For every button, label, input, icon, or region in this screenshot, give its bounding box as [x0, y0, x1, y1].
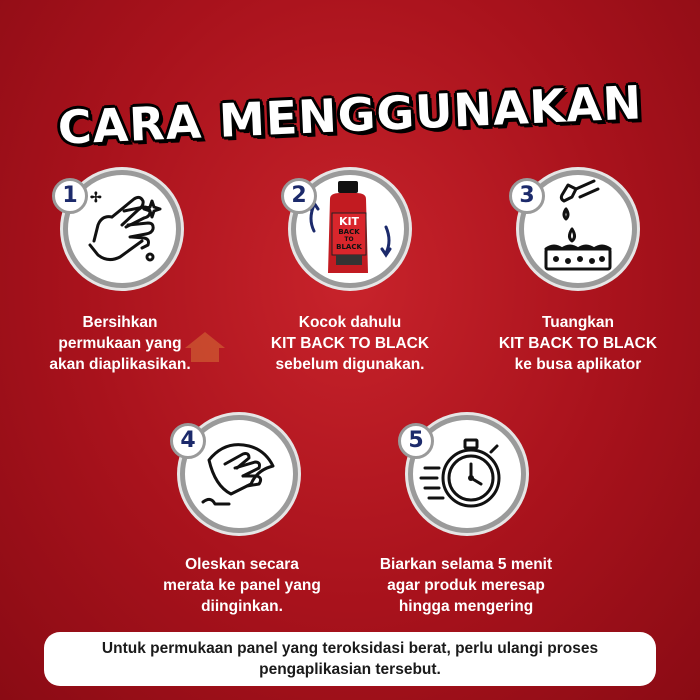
step-1-caption-line-2: permukaan yang	[58, 335, 182, 352]
step-5-caption-line-2: agar produk meresap	[387, 577, 545, 594]
step-3-caption-line-2: KIT BACK TO BLACK	[498, 335, 658, 352]
step-3-number-badge: 3	[509, 178, 545, 214]
step-3-caption-line-3: ke busa aplikator	[514, 356, 642, 373]
page-title: CARA MENGGUNAKAN	[56, 75, 644, 155]
note-line-1: Untuk permukaan panel yang teroksidasi berat, perlu ulangi proses	[101, 640, 599, 657]
step-5-caption-line-1: Biarkan selama 5 menit	[379, 556, 553, 573]
bottle-label-to: TO	[344, 236, 354, 243]
step-2-caption-line-2: KIT BACK TO BLACK	[270, 335, 430, 352]
sparkle-icon: ✢	[90, 189, 102, 205]
note-line-2: pengaplikasian tersebut.	[259, 661, 441, 678]
bottle-label-black: BLACK	[336, 243, 362, 251]
step-5-caption-line-3: hingga mengering	[398, 598, 534, 615]
step-1-number-badge: 1	[52, 178, 88, 214]
step-2-number-badge: 2	[281, 178, 317, 214]
bottle-label-back: BACK	[338, 228, 360, 236]
step-3-caption-line-1: Tuangkan	[541, 314, 615, 331]
step-5-caption	[356, 554, 576, 617]
house-logo-icon	[175, 326, 235, 366]
step-5-number-badge: 5	[398, 423, 434, 459]
bottle-label-kit: KIT	[338, 215, 360, 228]
step-1-caption-line-1: Bersihkan	[82, 314, 158, 331]
step-4-number-badge: 4	[170, 423, 206, 459]
note-banner	[44, 632, 656, 686]
step-2-caption-line-3: sebelum digunakan.	[275, 356, 425, 373]
step-4-caption-line-1: Oleskan secara	[185, 556, 299, 573]
step-4-caption-line-3: diinginkan.	[201, 598, 283, 615]
step-4-caption-line-2: merata ke panel yang	[163, 577, 321, 594]
watermark-logo	[175, 326, 535, 366]
step-2-caption-line-1: Kocok dahulu	[298, 314, 402, 331]
step-4-caption	[137, 554, 347, 617]
step-1-caption-line-3: akan diaplikasikan.	[49, 356, 191, 373]
